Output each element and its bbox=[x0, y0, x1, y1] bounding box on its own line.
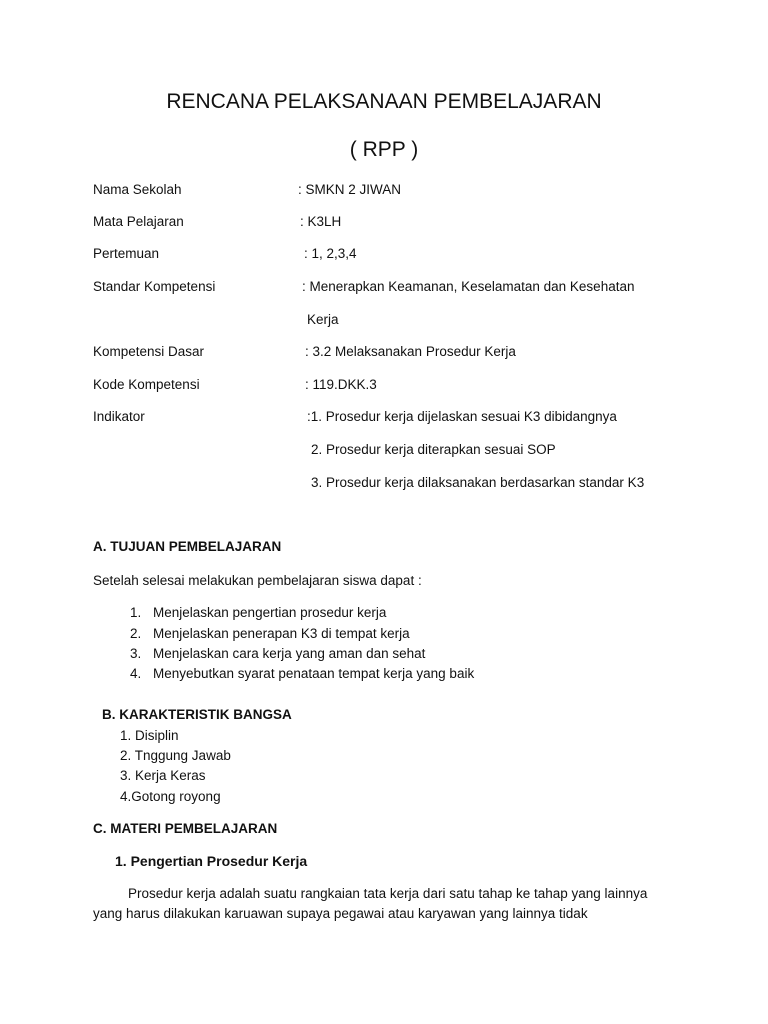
list-item-number: 3. bbox=[130, 646, 142, 661]
page-title: RENCANA PELAKSANAAN PEMBELAJARAN bbox=[166, 90, 602, 113]
body-paragraph-line-1: Prosedur kerja adalah suatu rangkaian tata kerja dari satu tahap ke tahap yang lainnya bbox=[128, 886, 648, 901]
list-item-number: 1. bbox=[130, 605, 142, 620]
kode-kompetensi-value: : 119.DKK.3 bbox=[305, 377, 377, 392]
kompetensi-dasar-label: Kompetensi Dasar bbox=[93, 344, 205, 359]
pertemuan-label: Pertemuan bbox=[93, 246, 160, 261]
section-c-subheading: 1. Pengertian Prosedur Kerja bbox=[115, 853, 308, 869]
list-item: Menjelaskan cara kerja yang aman dan sehat bbox=[153, 646, 426, 661]
nama-sekolah-value: : SMKN 2 JIWAN bbox=[298, 182, 402, 197]
section-b-heading: B. KARAKTERISTIK BANGSA bbox=[102, 707, 292, 722]
section-a-heading: A. TUJUAN PEMBELAJARAN bbox=[93, 539, 282, 554]
list-item: 1. Disiplin bbox=[120, 728, 179, 743]
mata-pelajaran-label: Mata Pelajaran bbox=[93, 214, 184, 229]
standar-kompetensi-value-cont: Kerja bbox=[307, 312, 339, 327]
kode-kompetensi-label: Kode Kompetensi bbox=[93, 377, 200, 392]
section-c-heading: C. MATERI PEMBELAJARAN bbox=[93, 821, 278, 836]
list-item-number: 4. bbox=[130, 666, 142, 681]
list-item: Menjelaskan pengertian prosedur kerja bbox=[153, 605, 387, 620]
list-item: 4.Gotong royong bbox=[120, 789, 221, 804]
indikator-label: Indikator bbox=[93, 409, 145, 424]
page-subtitle: ( RPP ) bbox=[349, 138, 419, 161]
body-paragraph-line-2: yang harus dilakukan karuawan supaya pegawai atau karyawan yang lainnya tidak bbox=[93, 906, 588, 921]
kompetensi-dasar-value: : 3.2 Melaksanakan Prosedur Kerja bbox=[305, 344, 516, 359]
indikator-item-2: 2. Prosedur kerja diterapkan sesuai SOP bbox=[311, 442, 556, 457]
list-item: 2. Tnggung Jawab bbox=[120, 748, 231, 763]
standar-kompetensi-value: : Menerapkan Keamanan, Keselamatan dan Kesehatan bbox=[302, 279, 635, 294]
mata-pelajaran-value: : K3LH bbox=[300, 214, 342, 229]
nama-sekolah-label: Nama Sekolah bbox=[93, 182, 182, 197]
list-item: 3. Kerja Keras bbox=[120, 768, 206, 783]
standar-kompetensi-label: Standar Kompetensi bbox=[93, 279, 216, 294]
list-item: Menyebutkan syarat penataan tempat kerja yang baik bbox=[153, 666, 475, 681]
pertemuan-value: : 1, 2,3,4 bbox=[304, 246, 357, 261]
indikator-item-1: :1. Prosedur kerja dijelaskan sesuai K3 dibidangnya bbox=[307, 409, 617, 424]
section-a-intro: Setelah selesai melakukan pembelajaran siswa dapat : bbox=[93, 573, 422, 588]
list-item-number: 2. bbox=[130, 626, 142, 641]
list-item: Menjelaskan penerapan K3 di tempat kerja bbox=[153, 626, 410, 641]
indikator-item-3: 3. Prosedur kerja dilaksanakan berdasarkan standar K3 bbox=[311, 475, 645, 490]
